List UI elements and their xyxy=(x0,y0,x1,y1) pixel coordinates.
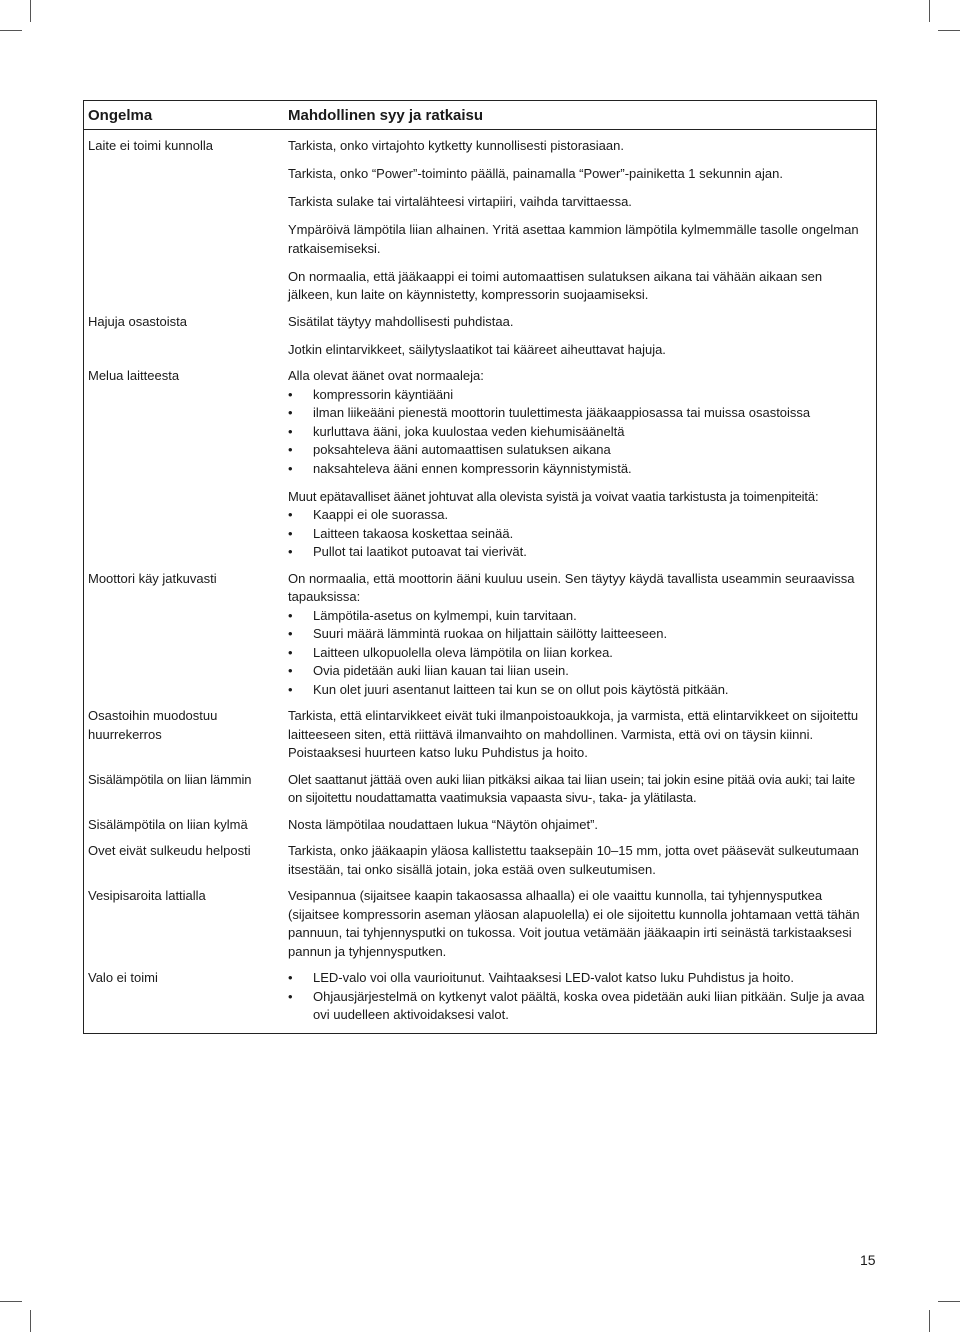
bullet-list xyxy=(288,969,870,1025)
problem-cell: Laite ei toimi kunnolla xyxy=(88,138,214,153)
list-item: • naksahteleva ääni ennen kompressorin käynnistymistä. xyxy=(288,460,870,479)
problem-cell: Sisälämpötila on liian kylmä xyxy=(88,816,248,832)
list-item: • ilman liikeääni pienestä moottorin tuulettimesta jääkaappiosassa tai muissa osastoissa xyxy=(288,404,870,423)
table-row xyxy=(84,883,876,965)
table-row xyxy=(84,703,876,767)
solution-text: Ympäröivä lämpötila liian alhainen. Yritä asettaa kammion lämpötila kylmemmälle tasolle ongelman ratkaisemiseksi. xyxy=(288,222,859,256)
header-solution: Mahdollinen syy ja ratkaisu xyxy=(288,107,484,124)
list-item: • Lämpötila-asetus on kylmempi, kuin tarvitaan. xyxy=(288,607,870,626)
solution-cell xyxy=(281,363,876,566)
solution-text: Tarkista, onko jääkaapin yläosa kallistettu taaksepäin 10–15 mm, jotta ovet pääsevät sulkeutumaan itsestään, tai onko sisällä jotain, joka estää oven sulkeutumisen. xyxy=(288,843,859,877)
table-row xyxy=(84,309,876,364)
problem-cell: Hajuja osastoista xyxy=(88,313,187,329)
crop-mark xyxy=(30,1310,31,1332)
solution-cell xyxy=(281,838,876,883)
list-item: • kurluttava ääni, joka kuulostaa veden kiehumisääneltä xyxy=(288,423,870,442)
list-item: • Kaappi ei ole suorassa. xyxy=(288,506,870,525)
problem-cell: Osastoihin muodostuu huurrekerros xyxy=(88,708,218,742)
list-item: • Ovia pidetään auki liian kauan tai liian usein. xyxy=(288,662,870,681)
table-row xyxy=(84,130,876,309)
noise-unusual-block xyxy=(288,488,870,562)
table-row xyxy=(84,812,876,839)
noise-normal-block xyxy=(288,367,870,478)
solution-text: On normaalia, että jääkaappi ei toimi automaattisen sulatuksen aikana tai vähään aikaan sen jälkeen, kun laite on käynnistetty, kompressorin suojaamiseksi. xyxy=(288,268,823,302)
solution-text: Muut epätavalliset äänet johtuvat alla olevista syistä ja voivat vaatia tarkistusta ja toimenpiteitä: xyxy=(288,488,819,504)
bullet-list xyxy=(288,607,870,700)
solution-cell xyxy=(281,965,876,1029)
problem-cell: Sisälämpötila on liian lämmin xyxy=(88,771,252,787)
problem-cell: Valo ei toimi xyxy=(88,970,158,985)
bullet-list xyxy=(288,386,870,479)
solution-text: Tarkista, että elintarvikkeet eivät tuki ilmanpoistoaukkoja, ja varmista, että elintarvikkeet on sijoitettu laitteeseen siten, että riittävä ilmanvaihto on mahdollinen. Varmista, että ovi on täysin kiinni. Poistaaksesi huurteen katso luku Puhdistus ja hoito. xyxy=(288,708,859,760)
header-problem: Ongelma xyxy=(88,107,153,124)
list-item: • kompressorin käyntiääni xyxy=(288,386,870,405)
problem-cell: Vesipisaroita lattialla xyxy=(88,888,206,903)
solution-text: On normaalia, että moottorin ääni kuuluu usein. Sen täytyy käydä tavallista useammin seuraavissa tapauksissa: xyxy=(288,570,855,604)
solution-text: Vesipannua (sijaitsee kaapin takaosassa alhaalla) ei ole vaaittu kunnolla, tai tyhjennysputkea (sijaitsee kompressorin aseman yläosan alapuolella) ei ole sijoitettu kunnolla johtamaan vettä tähän pannuun, tai tyhjennysputki on tukossa. Voit joutua vetämään jääkaapin irti seinästä tarkistaaksesi pannun ja tyhjennysputken. xyxy=(288,888,860,959)
table-row xyxy=(84,566,876,704)
crop-mark xyxy=(0,1301,22,1302)
solution-cell xyxy=(281,566,876,704)
table-row xyxy=(84,965,876,1033)
solution-cell xyxy=(281,703,876,767)
problem-cell: Moottori käy jatkuvasti xyxy=(88,570,217,586)
list-item: • Kun olet juuri asentanut laitteen tai kun se on ollut pois käytöstä pitkään. xyxy=(288,681,870,700)
solution-cell xyxy=(281,883,876,965)
crop-mark xyxy=(929,1310,930,1332)
crop-mark xyxy=(0,30,22,31)
solution-text: Jotkin elintarvikkeet, säilytyslaatikot tai kääreet aiheuttavat hajuja. xyxy=(288,341,666,357)
page-number: 15 xyxy=(860,1252,876,1268)
crop-mark xyxy=(929,0,930,22)
solution-text: Sisätilat täytyy mahdollisesti puhdistaa. xyxy=(288,313,514,329)
list-item: • Pullot tai laatikot putoavat tai vierivät. xyxy=(288,543,870,562)
table-header xyxy=(84,101,876,130)
solution-text: Nosta lämpötilaa noudattaen lukua “Näytön ohjaimet”. xyxy=(288,816,599,832)
solution-cell xyxy=(281,812,876,839)
table-row xyxy=(84,838,876,883)
solution-cell xyxy=(281,309,876,364)
crop-mark xyxy=(938,1301,960,1302)
problem-cell: Ovet eivät sulkeudu helposti xyxy=(88,843,251,858)
list-item: • Suuri määrä lämmintä ruokaa on hiljattain säilötty laitteeseen. xyxy=(288,625,870,644)
crop-mark xyxy=(938,30,960,31)
list-item: • LED-valo voi olla vaurioitunut. Vaihtaaksesi LED-valot katso luku Puhdistus ja hoito. xyxy=(288,969,870,988)
list-item: • poksahteleva ääni automaattisen sulatuksen aikana xyxy=(288,441,870,460)
solution-text: Olet saattanut jättää oven auki liian pitkäksi aikaa tai liian usein; tai jokin esine pitää ovia auki; tai laite on sijoitettu noudattamatta vaatimuksia vapaasta sivu-, taka- ja ylätilasta. xyxy=(288,771,856,805)
crop-mark xyxy=(30,0,31,22)
solution-cell xyxy=(281,767,876,812)
bullet-list xyxy=(288,506,870,562)
solution-text: Tarkista, onko “Power”-toiminto päällä, painamalla “Power”-painiketta 1 sekunnin ajan. xyxy=(288,166,783,181)
table-row xyxy=(84,363,876,566)
table-row xyxy=(84,767,876,812)
solution-text: Tarkista, onko virtajohto kytketty kunnollisesti pistorasiaan. xyxy=(288,138,624,153)
list-item: • Ohjausjärjestelmä on kytkenyt valot päältä, koska ovea pidetään auki liian pitkään. Sulje ja avaa ovi uudelleen aktivoidaksesi valot. xyxy=(288,988,870,1025)
solution-cell xyxy=(281,133,876,309)
solution-text: Tarkista sulake tai virtalähteesi virtapiiri, vaihda tarvittaessa. xyxy=(288,194,632,209)
problem-cell: Melua laitteesta xyxy=(88,368,180,383)
list-item: • Laitteen ulkopuolella oleva lämpötila on liian korkea. xyxy=(288,644,870,663)
troubleshooting-table xyxy=(83,100,877,1034)
solution-text: Alla olevat äänet ovat normaaleja: xyxy=(288,368,484,383)
list-item: • Laitteen takaosa koskettaa seinää. xyxy=(288,525,870,544)
